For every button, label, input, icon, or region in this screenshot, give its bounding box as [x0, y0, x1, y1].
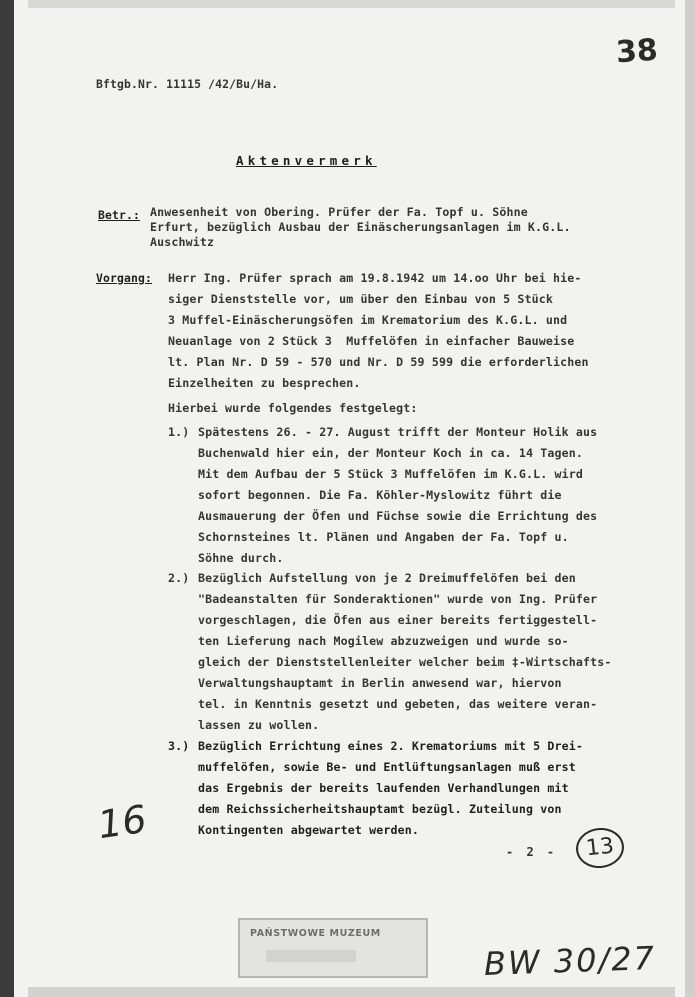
stamp-faded-mark [266, 950, 356, 962]
subject-label: Betr.: [98, 208, 141, 222]
stamp-text: PAŃSTWOWE MUZEUM [250, 928, 381, 939]
page-indicator: - 2 - [506, 845, 558, 859]
vorgang-text: Herr Ing. Prüfer sprach am 19.8.1942 um 14.oo Uhr bei hie- siger Dienststelle vor, um über den Einbau von 5 Stück 3 Muffel-Einäscherungsöfen im Krematorium des K.G.L. und Neuanlage von 2 Stück 3 Muffelöfen in einfacher Bauweise lt. Plan Nr. D 59 - 570 und Nr. D 59 599 die erforderlichen Einzelheiten zu besprechen. [168, 271, 589, 390]
scan-edge-bottom [28, 987, 675, 997]
handwritten-margin-number: 16 [95, 796, 150, 848]
intro-line: Hierbei wurde folgendes festgelegt: [168, 401, 418, 415]
scan-edge-top [28, 0, 675, 8]
item-1-number: 1.) [168, 425, 190, 439]
archive-stamp [238, 918, 428, 978]
subject-text: Anwesenheit von Obering. Prüfer der Fa. Topf u. Söhne Erfurt, bezüglich Ausbau der Einäscherungsanlagen im K.G.L. Auschwitz [150, 205, 571, 249]
item-3-text: Bezüglich Errichtung eines 2. Krematoriums mit 5 Drei- muffelöfen, sowie Be- und Entlüftungsanlagen muß erst das Ergebnis der bereits laufenden Verhandlungen mit dem Reichssicherheitshauptamt bezügl. Zuteilung von Kontingenten abgewartet werden. [198, 739, 584, 837]
handwritten-page-number: 38 [614, 32, 659, 71]
item-2-text: Bezüglich Aufstellung von je 2 Dreimuffelöfen bei den "Badeanstalten für Sonderaktionen" wurde von Ing. Prüfer vorgeschlagen, die Öfen aus einer bereits fertiggestell- ten Lieferung nach Mogilew abzuzweigen und wurde so- gleich der Dienststellenleiter welcher beim ‡-Wirtschafts- Verwaltungshauptamt in Berlin anwesend war, hiervon tel. in Kenntnis gesetzt und gebeten, das weitere veran- lassen zu wollen. [198, 571, 612, 732]
item-3-number: 3.) [168, 739, 190, 753]
document-title: Aktenvermerk [236, 153, 377, 168]
archive-signature: BW 30/27 [483, 939, 657, 983]
reference-number: Bftgb.Nr. 11115 /42/Bu/Ha. [96, 77, 279, 91]
item-1-text: Spätestens 26. - 27. August trifft der Monteur Holik aus Buchenwald hier ein, der Monteur Koch in ca. 14 Tagen. Mit dem Aufbau der 5 Stück 3 Muffelöfen im K.G.L. wird sofort begonnen. Die Fa. Köhler-Myslowitz führt die Ausmauerung der Öfen und Füchse sowie die Errichtung des Schornsteines lt. Plänen und Angaben der Fa. Topf u. Söhne durch. [198, 425, 598, 565]
vorgang-label: Vorgang: [96, 271, 153, 285]
item-2-number: 2.) [168, 571, 190, 585]
circled-page-number: 13 [574, 826, 626, 871]
